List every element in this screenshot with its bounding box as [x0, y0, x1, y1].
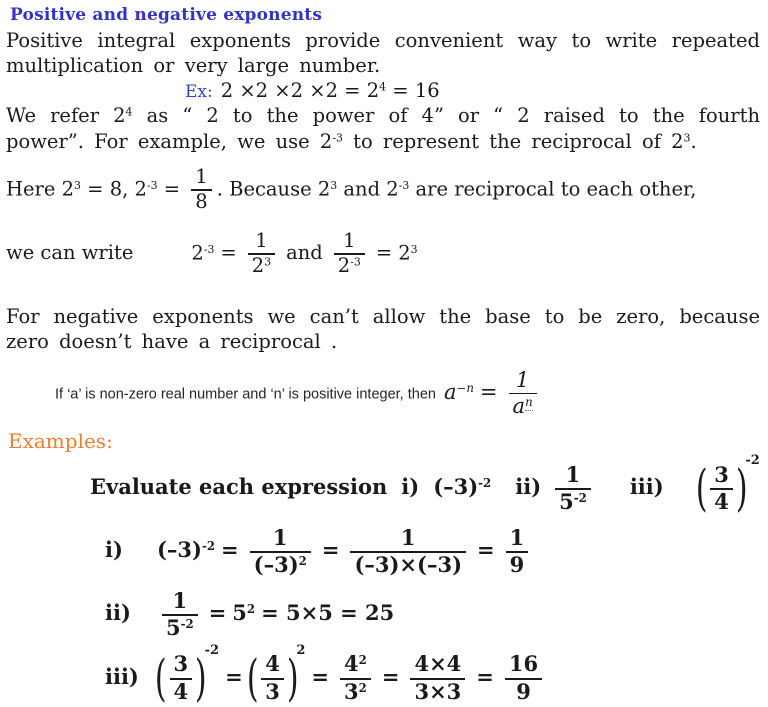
- equals-sign: =: [476, 663, 494, 689]
- paren-exponent: -2: [204, 642, 220, 658]
- formula-base: a: [443, 379, 457, 404]
- fraction-denominator: 4: [173, 678, 189, 704]
- equals-sign: =: [375, 241, 393, 265]
- fraction-denominator: [509, 394, 537, 418]
- denominator-base: 3: [344, 678, 359, 704]
- fraction-numerator: 1: [334, 230, 365, 255]
- four-thirds-fraction: [261, 652, 284, 703]
- three-fourths-fraction: [170, 652, 193, 703]
- negative-paragraph-text: For negative exponents we can’t allow the base to be zero, because zero doesn’t have a reciprocal .: [6, 304, 760, 353]
- fraction-numerator: 4×4: [410, 652, 465, 679]
- denominator-exponent: 2: [358, 680, 367, 695]
- refer-text: to represent the reciprocal of 2: [342, 129, 684, 153]
- close-paren: ): [735, 458, 748, 517]
- power-base: 5: [232, 600, 247, 626]
- here-exponent: -3: [398, 178, 410, 192]
- refer-exponent: 4: [125, 105, 133, 119]
- denominator-exponent: 2: [298, 553, 307, 568]
- refer-text: .: [690, 129, 697, 153]
- item-ii-label: ii): [515, 473, 542, 499]
- fraction-numerator: 4: [261, 652, 284, 679]
- denominator-exponent: -2: [180, 617, 194, 632]
- open-paren: (: [154, 648, 167, 707]
- equals-sign: =: [381, 663, 400, 689]
- fraction-numerator: 1: [162, 589, 198, 616]
- solution-iii-label: iii): [105, 663, 139, 689]
- close-paren: ): [286, 648, 299, 707]
- fraction-numerator: 3: [710, 463, 733, 490]
- denominator-exponent: 3: [264, 255, 272, 269]
- here-exponent: 3: [74, 178, 81, 192]
- fraction-numerator: 16: [505, 652, 542, 679]
- power-exponent: 2: [246, 602, 256, 617]
- power-formula: [443, 368, 542, 419]
- fraction-denominator: [340, 680, 371, 704]
- fraction-denominator: [334, 255, 365, 277]
- fraction-numerator: 1: [506, 526, 529, 553]
- ex-exponent: 4: [379, 80, 387, 94]
- write-base: 2: [398, 241, 411, 265]
- here-exponent: -3: [146, 178, 158, 192]
- reciprocal-line: [6, 166, 768, 214]
- expression-exponent: -2: [478, 475, 492, 490]
- fraction-step-2: [350, 526, 466, 577]
- and-text: and: [286, 241, 323, 265]
- ex-label: Ex:: [185, 81, 213, 102]
- refer-text: We refer 2: [6, 104, 126, 128]
- expression-i: [433, 474, 491, 499]
- three-fourths-fraction: [710, 463, 733, 514]
- fraction-step-1: [250, 526, 311, 577]
- ex-result: = 16: [386, 78, 440, 102]
- equals-sign: =: [321, 537, 340, 562]
- fraction-denominator: 9: [509, 552, 525, 577]
- refer-paragraph: [6, 103, 760, 154]
- here-text: are reciprocal to each other,: [409, 177, 697, 201]
- fraction-result: [505, 652, 542, 703]
- solution-i-line: [105, 526, 768, 577]
- denominator-exponent: -2: [573, 490, 587, 505]
- numerator-exponent: 2: [358, 653, 367, 668]
- fraction-one-over-two-neg-cubed: [334, 230, 365, 278]
- denominator-base: 2: [337, 254, 351, 278]
- denominator-base: 2: [251, 254, 265, 278]
- equals-sign: =: [208, 600, 227, 626]
- fraction-numerator: 3: [170, 652, 193, 679]
- equals-sign: =: [221, 537, 239, 562]
- fraction-denominator: 9: [516, 678, 531, 704]
- fraction-denominator: [162, 616, 198, 640]
- here-text: and 2: [337, 177, 399, 201]
- solution-i-label: i): [105, 537, 123, 562]
- fraction-numerator: 1: [250, 526, 311, 553]
- intro-paragraph: [6, 28, 760, 79]
- here-exponent: 3: [330, 178, 338, 192]
- here-text: Here 2: [6, 177, 75, 201]
- fraction-expanded: [410, 652, 465, 703]
- result-text: = 5×5 = 25: [261, 600, 395, 626]
- paren-group-step: [246, 642, 306, 707]
- equals-sign: =: [479, 379, 498, 404]
- denominator-base: 5: [166, 615, 181, 641]
- item-iii-label: iii): [629, 473, 664, 499]
- open-paren: (: [695, 458, 708, 517]
- item-i-label: i): [401, 473, 420, 499]
- paren-exponent: -2: [745, 452, 760, 468]
- fraction-result: [506, 526, 529, 577]
- denominator-exponent: -3: [350, 255, 361, 269]
- lhs-base: (–3): [157, 537, 202, 562]
- equals-sign: =: [225, 663, 243, 689]
- ex-expression: 2 ×2 ×2 ×2 = 2: [220, 78, 380, 102]
- refer-exponent: 3: [683, 131, 691, 145]
- fraction-one-over-two-cubed: [248, 230, 275, 278]
- fraction-denominator: 4: [714, 488, 729, 514]
- examples-label: Examples:: [8, 428, 113, 453]
- here-text: . Because 2: [216, 177, 331, 201]
- denominator-base: 5: [559, 488, 574, 514]
- fraction-one-eighth: [191, 166, 211, 214]
- evaluate-line: [90, 452, 768, 517]
- condition-text: If ‘a’ is non-zero real number and ‘n’ is positive integer, then: [55, 386, 436, 403]
- fraction-numerator: 1: [248, 230, 275, 255]
- intro-paragraph-text: Positive integral exponents provide convenient way to write repeated multiplication or very large number.: [6, 29, 760, 78]
- fraction-numerator: 1: [350, 526, 466, 553]
- fraction-denominator: 3×3: [414, 678, 462, 704]
- here-text: =: [157, 177, 187, 201]
- formula-fraction: [509, 368, 537, 418]
- equals-sign: =: [311, 663, 330, 689]
- open-paren: (: [246, 648, 259, 707]
- page-title: Positive and negative exponents: [10, 5, 323, 25]
- denominator-base: (–3): [253, 552, 299, 577]
- write-lead-text: we can write: [6, 241, 134, 265]
- denominator-exponent: n: [525, 395, 533, 410]
- fraction-squared: [340, 652, 371, 703]
- equals-sign: =: [477, 537, 495, 562]
- condition-line: [55, 368, 768, 418]
- write-exponent: -3: [203, 242, 215, 256]
- fraction-denominator: (–3)×(–3): [354, 552, 463, 577]
- solution-iii-line: [105, 642, 768, 707]
- fraction-numerator: 1: [509, 368, 537, 394]
- fraction-numerator: [340, 652, 371, 679]
- paren-group-lhs: [154, 642, 220, 707]
- paren-exponent: 2: [296, 642, 306, 658]
- solution-ii-label: ii): [105, 600, 131, 626]
- refer-exponent: -3: [332, 131, 343, 145]
- fraction-lhs: [162, 589, 198, 640]
- fraction-numerator: 1: [555, 463, 591, 490]
- fraction-numerator: 1: [191, 166, 211, 191]
- negative-exponents-paragraph: [6, 304, 760, 355]
- formula-exponent: −n: [456, 380, 474, 395]
- fraction-denominator: 3: [265, 678, 280, 704]
- close-paren: ): [195, 648, 207, 707]
- expression-ii-fraction: [555, 463, 591, 514]
- equals-sign: =: [220, 241, 237, 265]
- numerator-base: 4: [344, 651, 359, 677]
- solution-ii-line: [105, 589, 768, 640]
- expression-iii-paren-group: [695, 452, 760, 517]
- example-line: [185, 80, 768, 103]
- evaluate-lead-text: Evaluate each expression: [90, 473, 388, 499]
- denominator-base: a: [512, 394, 526, 419]
- write-base: 2: [191, 241, 204, 265]
- fraction-denominator: [248, 255, 275, 277]
- fraction-denominator: 8: [195, 190, 208, 214]
- fraction-denominator: [250, 553, 311, 577]
- fraction-denominator: [555, 490, 591, 514]
- refer-text: as “ 2 to the power of 4” or “ 2 raised to the fourth power”. For example, we use 2: [6, 104, 760, 153]
- expression-base: (–3): [433, 473, 479, 499]
- lhs-exponent: -2: [201, 538, 216, 553]
- write-exponent: 3: [410, 242, 418, 256]
- we-can-write-line: [6, 230, 768, 278]
- here-text: = 8, 2: [80, 177, 147, 201]
